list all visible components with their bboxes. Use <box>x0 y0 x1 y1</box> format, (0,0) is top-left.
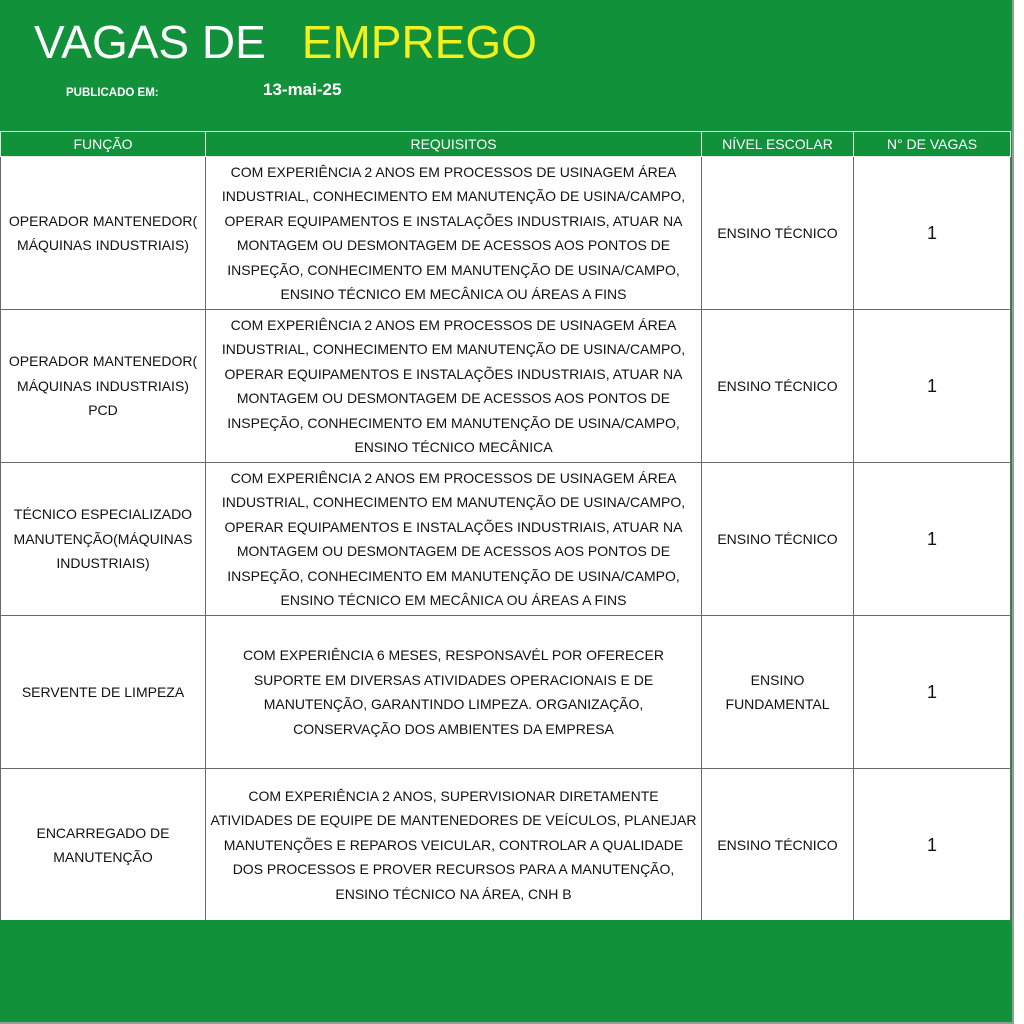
cell-nivel-escolar: ENSINO TÉCNICO <box>702 769 854 922</box>
cell-requisitos: COM EXPERIÊNCIA 2 ANOS, SUPERVISIONAR DIRETAMENTE ATIVIDADES DE EQUIPE DE MANTENEDORES DE VEÍCULOS, PLANEJAR MANUTENÇÕES E REPAROS VEICULAR, CONTROLAR A QUALIDADE DOS PROCESSOS E PROVER RECURSOS PARA A MANUTENÇÃO, ENSINO TÉCNICO NA ÁREA, CNH B <box>206 769 702 922</box>
column-header-nivel-escolar: NÍVEL ESCOLAR <box>702 132 854 157</box>
table-row <box>1 310 1011 463</box>
table-row <box>1 157 1011 310</box>
page-title <box>34 14 537 70</box>
cell-nivel-escolar: ENSINO TÉCNICO <box>702 310 854 463</box>
column-header-numero-vagas: N° DE VAGAS <box>854 132 1011 157</box>
cell-nivel-escolar: ENSINO TÉCNICO <box>702 157 854 310</box>
cell-nivel-escolar: ENSINO FUNDAMENTAL <box>702 616 854 769</box>
published-label: PUBLICADO EM: <box>66 87 159 99</box>
cell-vagas: 1 <box>854 769 1011 922</box>
table-row <box>1 463 1011 616</box>
cell-funcao: ENCARREGADO DE MANUTENÇÃO <box>1 769 206 922</box>
published-date: 13-mai-25 <box>263 80 342 99</box>
cell-nivel-escolar: ENSINO TÉCNICO <box>702 463 854 616</box>
title-part-2: EMPREGO <box>301 16 537 68</box>
column-header-requisitos: REQUISITOS <box>206 132 702 157</box>
cell-vagas: 1 <box>854 310 1011 463</box>
cell-funcao: SERVENTE DE LIMPEZA <box>1 616 206 769</box>
cell-funcao: OPERADOR MANTENEDOR( MÁQUINAS INDUSTRIAIS) PCD <box>1 310 206 463</box>
title-part-1: VAGAS DE <box>34 16 266 68</box>
column-header-funcao: FUNÇÃO <box>1 132 206 157</box>
cell-funcao: OPERADOR MANTENEDOR( MÁQUINAS INDUSTRIAIS) <box>1 157 206 310</box>
cell-requisitos: COM EXPERIÊNCIA 6 MESES, RESPONSAVÉL POR OFERECER SUPORTE EM DIVERSAS ATIVIDADES OPERACIONAIS E DE MANUTENÇÃO, GARANTINDO LIMPEZA. ORGANIZAÇÃO, CONSERVAÇÃO DOS AMBIENTES DA EMPRESA <box>206 616 702 769</box>
cell-vagas: 1 <box>854 463 1011 616</box>
cell-vagas: 1 <box>854 616 1011 769</box>
cell-requisitos: COM EXPERIÊNCIA 2 ANOS EM PROCESSOS DE USINAGEM ÁREA INDUSTRIAL, CONHECIMENTO EM MANUTENÇÃO DE USINA/CAMPO, OPERAR EQUIPAMENTOS E INSTALAÇÕES INDUSTRIAIS, ATUAR NA MONTAGEM OU DESMONTAGEM DE ACESSOS AOS PONTOS DE INSPEÇÃO, CONHECIMENTO EM MANUTENÇÃO DE USINA/CAMPO, ENSINO TÉCNICO EM MECÂNICA OU ÁREAS A FINS <box>206 157 702 310</box>
table-header-row <box>1 132 1011 157</box>
table-row <box>1 769 1011 922</box>
footer-band <box>0 920 1010 1020</box>
cell-requisitos: COM EXPERIÊNCIA 2 ANOS EM PROCESSOS DE USINAGEM ÁREA INDUSTRIAL, CONHECIMENTO EM MANUTENÇÃO DE USINA/CAMPO, OPERAR EQUIPAMENTOS E INSTALAÇÕES INDUSTRIAIS, ATUAR NA MONTAGEM OU DESMONTAGEM DE ACESSOS AOS PONTOS DE INSPEÇÃO, CONHECIMENTO EM MANUTENÇÃO DE USINA/CAMPO, ENSINO TÉCNICO EM MECÂNICA OU ÁREAS A FINS <box>206 463 702 616</box>
cell-requisitos: COM EXPERIÊNCIA 2 ANOS EM PROCESSOS DE USINAGEM ÁREA INDUSTRIAL, CONHECIMENTO EM MANUTENÇÃO DE USINA/CAMPO, OPERAR EQUIPAMENTOS E INSTALAÇÕES INDUSTRIAIS, ATUAR NA MONTAGEM OU DESMONTAGEM DE ACESSOS AOS PONTOS DE INSPEÇÃO, CONHECIMENTO EM MANUTENÇÃO DE USINA/CAMPO, ENSINO TÉCNICO MECÂNICA <box>206 310 702 463</box>
jobs-table <box>0 131 1011 922</box>
cell-funcao: TÉCNICO ESPECIALIZADO MANUTENÇÃO(MÁQUINAS INDUSTRIAIS) <box>1 463 206 616</box>
cell-vagas: 1 <box>854 157 1011 310</box>
table-row <box>1 616 1011 769</box>
